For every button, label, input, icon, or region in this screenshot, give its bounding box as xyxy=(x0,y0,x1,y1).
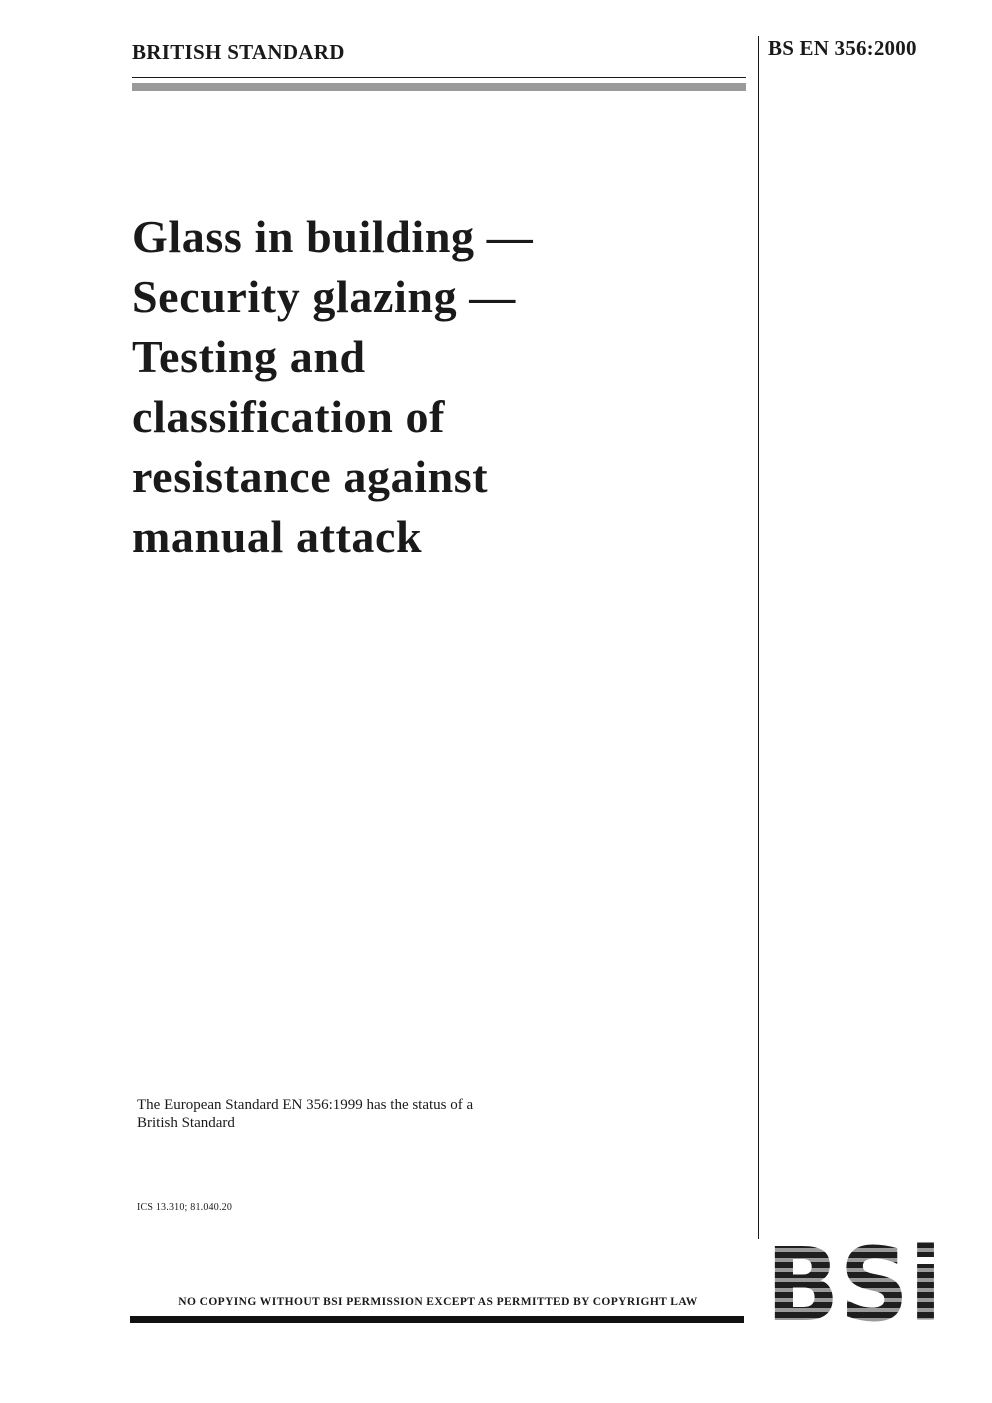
logo-stripe xyxy=(766,1302,942,1308)
title-line: Glass in building — xyxy=(132,211,534,262)
logo-stripe xyxy=(766,1298,942,1302)
title-line: classification of xyxy=(132,391,445,442)
logo-stripe xyxy=(766,1308,942,1312)
header-rule-thin xyxy=(132,77,746,78)
status-statement xyxy=(137,1096,557,1132)
logo-stripe xyxy=(766,1242,942,1248)
title-line: Security glazing — xyxy=(132,271,516,322)
ics-code: ICS 13.310; 81.040.20 xyxy=(137,1202,233,1213)
logo-stripe xyxy=(766,1262,942,1268)
logo-stripe xyxy=(766,1318,942,1322)
document-number: BS EN 356:2000 xyxy=(768,36,917,60)
vertical-divider xyxy=(758,36,759,1239)
title-line: resistance against xyxy=(132,451,489,502)
document-title xyxy=(132,207,732,567)
title-line: manual attack xyxy=(132,511,423,562)
logo-stripe xyxy=(766,1312,942,1318)
logo-stripe xyxy=(766,1258,942,1262)
footer-rule xyxy=(130,1316,744,1323)
bsi-logo-icon xyxy=(766,1242,942,1322)
logo-stripe xyxy=(766,1282,942,1288)
copyright-notice: NO COPYING WITHOUT BSI PERMISSION EXCEPT AS PERMITTED BY COPYRIGHT LAW xyxy=(178,1296,698,1308)
status-line: The European Standard EN 356:1999 has the status of a xyxy=(137,1097,474,1113)
logo-stripe xyxy=(766,1272,942,1278)
logo-stripe xyxy=(766,1288,942,1292)
document-type-label: BRITISH STANDARD xyxy=(132,40,345,64)
logo-stripe xyxy=(766,1278,942,1282)
logo-stripe xyxy=(766,1252,942,1258)
header-rule-grey xyxy=(132,83,746,91)
status-line: British Standard xyxy=(137,1115,235,1131)
logo-stripe xyxy=(766,1292,942,1298)
logo-stripe xyxy=(766,1248,942,1252)
logo-stripe xyxy=(766,1268,942,1272)
title-line: Testing and xyxy=(132,331,366,382)
